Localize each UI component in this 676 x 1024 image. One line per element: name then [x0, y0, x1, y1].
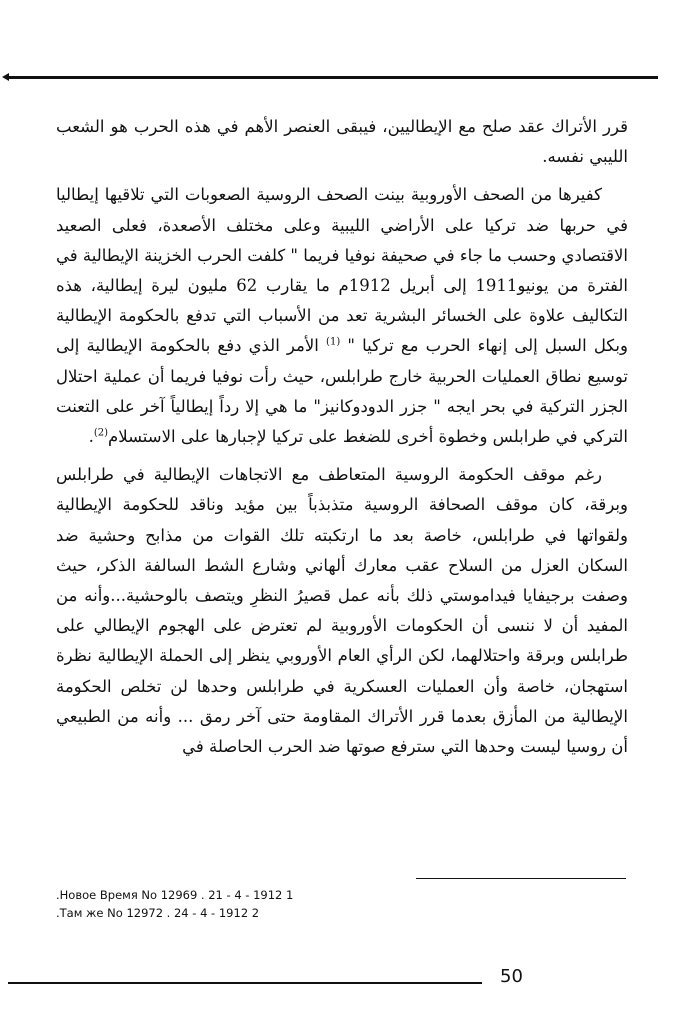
paragraph-2 [56, 180, 628, 452]
paragraph-2-continued: الأمر الذي دفع بالحكومة الإيطالية إلى توسيع نطاق العمليات الحربية خارج طرابلس، حيث رأت نوفيا فريما أن عملية احتلال الجزر التركية في بحر ايجه " جزر الدودوكانيز" ما هي إلا رداً إيطالياً آخر على التعنت التركي في طرابلس وخطوة أخرى للضغط على تركيا لإجبارها على الاستسلام [56, 336, 628, 447]
bottom-rule [8, 982, 482, 984]
footnote-2: .Там же No 12972 . 24 - 4 - 1912 2 [56, 906, 260, 920]
page-body [56, 112, 628, 770]
paragraph-2-end: . [88, 427, 94, 447]
page-number: 50 [500, 966, 523, 987]
footnotes [56, 886, 456, 922]
paragraph-2-text: كفيرها من الصحف الأوروبية بينت الصحف الروسية الصعوبات التي تلاقيها إيطاليا في حربها ضد تركيا على الأراضي الليبية وعلى مختلف الأصعدة، فعلى الصعيد الاقتصادي وحسب ما جاء في صحيفة نوفيا فريما " كلفت الحرب الخزينة الإيطالية في الفترة من يونيو1911 إلى أبريل 1912م ما يقارب 62 مليون ليرة إيطالية، هذه التكاليف علاوة على الخسائر البشرية تعد من الأسباب التي تدفع بالحكومة الإيطالية وبكل السبل إلى إنهاء الحرب مع تركيا " [56, 185, 628, 356]
footnote-separator [416, 878, 626, 879]
footnote-1: .Новое Время No 12969 . 21 - 4 - 1912 1 [56, 888, 294, 902]
paragraph-3: رغم موقف الحكومة الروسية المتعاطف مع الاتجاهات الإيطالية في طرابلس وبرقة، كان موقف الصحافة الروسية متذبذباً بين مؤيد وناقد للحكومة الإيطالية ولقواتها في طرابلس، خاصة بعد ما ارتكبته تلك القوات من مذابح وحشية ضد السكان العزل من السلاح عقب معارك ألهاني وشارع الشط السالفة الذكر، حيث وصفت برجيفايا فيداموستي ذلك بأنه عمل قصيرُ النظرِ ويتصف بالوحشية...وأنه من المفيد أن لا ننسى أن الحكومات الأوروبية لم تعترض على الهجوم الإيطالي على طرابلس وبرقة واحتلالهما، لكن الرأي العام الأوروبي ينظر إلى الحملة الإيطالية نظرة استهجان، خاصة وأن العمليات العسكرية في طرابلس وحدها لن تخلص الحكومة الإيطالية من المأزق بعدما قرر الأتراك المقاومة حتى آخر رمق ... وأنه من الطبيعي أن روسيا ليست وحدها التي سترفع صوتها ضد الحرب الحاصلة في [56, 465, 628, 757]
footnote-ref-2[interactable]: (2) [93, 427, 109, 439]
top-rule [8, 76, 658, 79]
paragraph-1: قرر الأتراك عقد صلح مع الإيطاليين، فيبقى العنصر الأهم في هذه الحرب هو الشعب الليبي نفسه. [56, 117, 628, 167]
footnote-ref-1[interactable]: (1) [326, 336, 341, 348]
